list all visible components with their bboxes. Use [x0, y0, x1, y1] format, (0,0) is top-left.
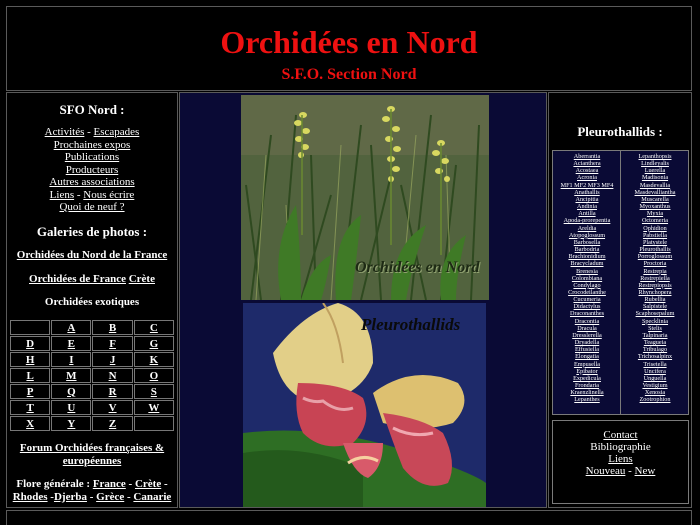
- genus-link[interactable]: Didactylus: [573, 303, 601, 311]
- separator: -: [74, 188, 84, 201]
- galeries-heading: Galeries de photos :: [36, 224, 148, 239]
- letter-link-g[interactable]: G: [149, 337, 159, 350]
- genus-link[interactable]: Barbodria: [574, 246, 600, 254]
- genus-link[interactable]: Bracycladum: [570, 260, 604, 268]
- genus-link[interactable]: Rhynchopera: [638, 288, 672, 296]
- genus-link[interactable]: Colombiana: [571, 274, 603, 282]
- site-subtitle: S.F.O. Section Nord: [281, 66, 417, 83]
- link-activites[interactable]: Activités: [44, 126, 85, 138]
- letter-link-z[interactable]: Z: [108, 417, 117, 430]
- letter-link-c[interactable]: C: [149, 321, 158, 334]
- genus-link[interactable]: MF1 MF2 MF3 MF4: [560, 181, 614, 189]
- letter-link-f[interactable]: F: [109, 337, 116, 350]
- letter-link-x[interactable]: X: [26, 417, 35, 430]
- letter-link-p[interactable]: P: [26, 385, 34, 398]
- genus-link[interactable]: Xenosia: [644, 389, 666, 397]
- genus-link[interactable]: Lepanthopsis: [638, 153, 672, 160]
- left-sidebar: [6, 92, 178, 508]
- link-orchidees-nord-france[interactable]: Orchidées du Nord de la France: [16, 249, 168, 261]
- genus-link[interactable]: Draconanthes: [569, 310, 605, 318]
- letter-cell: [134, 336, 174, 351]
- letter-link-i[interactable]: I: [69, 353, 74, 366]
- genus-link[interactable]: Epibator: [576, 367, 598, 375]
- genus-link[interactable]: Salpistele: [642, 303, 668, 311]
- genus-link[interactable]: Acronia: [577, 174, 597, 182]
- letter-link-j[interactable]: J: [109, 353, 116, 366]
- genus-link[interactable]: Masdevallia: [639, 181, 671, 189]
- letter-cell: [51, 368, 91, 383]
- footer-bar: [6, 510, 692, 525]
- genus-link[interactable]: Atopoglossum: [568, 231, 606, 239]
- letter-link-a[interactable]: A: [67, 321, 76, 334]
- link-liens-right[interactable]: Liens: [608, 453, 633, 465]
- letter-link-o[interactable]: O: [149, 369, 159, 382]
- genus-link[interactable]: Areldia: [577, 224, 597, 232]
- link-quoi-de-neuf[interactable]: Quoi de neuf ?: [59, 201, 125, 213]
- genus-link[interactable]: Dryadella: [574, 339, 600, 347]
- genus-link[interactable]: Pleurothallis: [639, 246, 671, 254]
- genus-link[interactable]: Effusiella: [575, 346, 599, 354]
- letter-link-s[interactable]: S: [150, 385, 157, 398]
- letter-row: [10, 416, 174, 431]
- genus-link[interactable]: Aberrantia: [573, 153, 601, 160]
- letter-cell: [10, 368, 50, 383]
- genus-index-table: [552, 150, 689, 415]
- letter-link-t[interactable]: T: [26, 401, 34, 414]
- letter-link-h[interactable]: H: [25, 353, 35, 366]
- link-forum-line2[interactable]: européennes: [62, 454, 122, 467]
- genus-link[interactable]: Lindleyalis: [641, 160, 669, 168]
- genus-column-2: [622, 153, 688, 403]
- flore-line1: Flore générale : France - Crète -: [16, 478, 168, 490]
- genus-link[interactable]: Trisetella: [643, 360, 667, 368]
- link-producteurs[interactable]: Producteurs: [65, 163, 119, 176]
- genus-link[interactable]: Acianthera: [573, 160, 601, 168]
- photo2-watermark: Pleurothallids: [361, 315, 461, 334]
- letter-row: [10, 368, 174, 383]
- letter-cell: [92, 352, 132, 367]
- letter-link-q[interactable]: Q: [67, 385, 76, 398]
- genus-link[interactable]: Restrepia: [643, 267, 667, 275]
- letter-cell: [51, 352, 91, 367]
- letter-cell: [51, 384, 91, 399]
- link-new[interactable]: New: [634, 465, 656, 477]
- liens-ecrire-line: [7, 189, 177, 201]
- link-flore-grece[interactable]: Grèce: [96, 490, 125, 503]
- letter-link-m[interactable]: M: [66, 369, 77, 382]
- link-flore-crete[interactable]: Crète: [134, 478, 162, 490]
- letter-link-r[interactable]: R: [108, 385, 117, 398]
- link-contact[interactable]: Contact: [603, 429, 638, 441]
- genus-column-divider: [620, 151, 621, 414]
- genus-link[interactable]: Brachionidium: [568, 253, 606, 261]
- genus-link[interactable]: Lepanthes: [574, 396, 600, 404]
- letter-row: [10, 352, 174, 367]
- link-prochaines-expos[interactable]: Prochaines expos: [53, 138, 131, 151]
- pleurothallid-flower-photo[interactable]: [243, 303, 486, 507]
- genus-column-1: [554, 153, 620, 403]
- link-nouveau[interactable]: Nouveau: [585, 465, 626, 477]
- genus-link[interactable]: Anathallis: [574, 188, 600, 196]
- letter-link-w[interactable]: W: [148, 401, 160, 414]
- letter-link-b[interactable]: B: [108, 321, 117, 334]
- link-flore-canarie[interactable]: Canarie: [133, 490, 172, 503]
- letter-link-l[interactable]: L: [26, 369, 34, 382]
- genus-link[interactable]: Dracontia: [574, 317, 600, 325]
- letter-cell: [92, 384, 132, 399]
- letter-cell: [92, 368, 132, 383]
- genus-link[interactable]: Specklinia: [641, 317, 669, 325]
- genus-link[interactable]: Expedicula: [573, 374, 601, 382]
- center-content: [179, 92, 547, 508]
- letter-index-table: [9, 319, 175, 432]
- orchidees-exotiques-label: Orchidées exotiques: [44, 296, 140, 308]
- letter-cell: [134, 320, 174, 335]
- genus-link[interactable]: Cucumeria: [573, 296, 601, 304]
- letter-cell: [134, 400, 174, 415]
- link-publications[interactable]: Publications: [64, 151, 120, 163]
- right-links-box: [552, 420, 689, 504]
- genus-link[interactable]: Talpinaria: [642, 331, 668, 339]
- letter-cell: [10, 352, 50, 367]
- link-liens[interactable]: Liens: [49, 188, 75, 201]
- letter-link-d[interactable]: D: [26, 337, 35, 350]
- letter-cell: [10, 416, 50, 431]
- genus-link[interactable]: Proctoria: [643, 260, 667, 268]
- genus-link[interactable]: Acostaea: [575, 167, 599, 175]
- genus-link[interactable]: Stelis: [648, 324, 662, 332]
- letter-cell: [134, 384, 174, 399]
- france-crete-line: [7, 273, 177, 286]
- genus-link[interactable]: Scaphosepalum: [635, 310, 675, 318]
- nouveau-new-line: Nouveau - New: [585, 465, 656, 477]
- genus-link[interactable]: Pabstiella: [642, 231, 668, 239]
- genus-link[interactable]: Empusella: [573, 360, 601, 368]
- empty-letter-cell: [10, 320, 50, 335]
- genus-link[interactable]: Restrepiopsis: [638, 281, 672, 289]
- genus-link[interactable]: Masdevalliantha: [634, 188, 676, 196]
- link-nous-ecrire[interactable]: Nous écrire: [83, 188, 135, 201]
- letter-cell: [92, 320, 132, 335]
- link-flore-rhodes[interactable]: Rhodes: [12, 490, 48, 503]
- genus-link[interactable]: Kraenzlinella: [570, 389, 604, 397]
- genus-link[interactable]: Ancipitia: [575, 195, 599, 203]
- genus-link[interactable]: Teagueia: [643, 339, 667, 347]
- genus-link[interactable]: Tribulago: [642, 346, 668, 354]
- genus-link[interactable]: Unguella: [643, 374, 667, 382]
- letter-cell: [51, 416, 91, 431]
- activites-escapades-line: [7, 126, 177, 138]
- genus-link[interactable]: Trichosalpinx: [637, 353, 673, 361]
- empty-letter-cell: [134, 416, 174, 431]
- genus-link[interactable]: Crocodeilanthe: [568, 288, 606, 296]
- link-orchidees-france[interactable]: Orchidées de France: [29, 273, 126, 285]
- flore-label: Flore générale: [16, 478, 84, 490]
- genus-link[interactable]: Muscarella: [641, 195, 669, 203]
- letter-cell: [92, 336, 132, 351]
- letter-row: [10, 336, 174, 351]
- genus-link[interactable]: Rubellia: [644, 296, 666, 304]
- genus-link[interactable]: Condylago: [573, 281, 601, 289]
- separator: -: [84, 126, 94, 138]
- bibliographie-label: Bibliographie: [590, 441, 651, 453]
- letter-link-e[interactable]: E: [67, 337, 76, 350]
- genus-link[interactable]: Porroglossum: [637, 253, 673, 261]
- letter-link-k[interactable]: K: [149, 353, 159, 366]
- letter-link-u[interactable]: U: [67, 401, 76, 414]
- link-forum-line1[interactable]: Forum Orchidées françaises &: [19, 442, 165, 454]
- genus-link[interactable]: Dresslerella: [572, 331, 602, 339]
- genus-link[interactable]: Dracula: [577, 324, 597, 332]
- header: [6, 6, 692, 91]
- genus-link[interactable]: Madisonia: [641, 174, 669, 182]
- letter-link-y[interactable]: Y: [67, 417, 76, 430]
- link-escapades[interactable]: Escapades: [93, 126, 140, 138]
- genus-link[interactable]: Myoxanthus: [639, 203, 671, 211]
- letter-row: [10, 320, 174, 335]
- link-flore-djerba[interactable]: Djerba: [53, 490, 87, 503]
- genus-link[interactable]: Vestigium: [642, 382, 668, 389]
- genus-link[interactable]: Frondaria: [574, 382, 600, 389]
- genus-link[interactable]: Ophidion: [643, 224, 667, 232]
- letter-row: [10, 384, 174, 399]
- genus-link[interactable]: Restrepiella: [640, 274, 670, 282]
- link-flore-france[interactable]: France: [92, 478, 126, 490]
- right-sidebar: [548, 92, 692, 508]
- letter-cell: [10, 400, 50, 415]
- orchid-field-photo[interactable]: [241, 95, 489, 300]
- genus-link[interactable]: Zootrophion: [639, 396, 671, 404]
- genus-link[interactable]: Elongatia: [575, 353, 599, 361]
- letter-row: [10, 400, 174, 415]
- flore-line2: Rhodes -Djerba - Grèce - Canarie: [12, 490, 172, 503]
- genus-link[interactable]: Myxia: [646, 210, 664, 218]
- site-title: Orchidées en Nord: [220, 24, 478, 60]
- letter-cell: [134, 352, 174, 367]
- genus-link[interactable]: Barbosella: [573, 238, 601, 246]
- genus-link[interactable]: Octomeria: [641, 217, 669, 225]
- letter-cell: [92, 416, 132, 431]
- genus-link[interactable]: Antilla: [578, 210, 596, 218]
- letter-cell: [92, 400, 132, 415]
- genus-link[interactable]: Luerella: [644, 167, 666, 175]
- pleurothallids-heading: Pleurothallids :: [577, 124, 663, 139]
- letter-cell: [134, 368, 174, 383]
- link-autres-associations[interactable]: Autres associations: [49, 176, 135, 188]
- genus-link[interactable]: Apoda-prorepentia: [563, 217, 611, 225]
- link-crete[interactable]: Crète: [128, 273, 155, 285]
- genus-link[interactable]: Brenesia: [576, 267, 598, 275]
- photo1-watermark: Orchidées en Nord: [355, 259, 480, 276]
- genus-link[interactable]: Uncifera: [644, 367, 666, 375]
- letter-cell: [10, 336, 50, 351]
- genus-link[interactable]: Platystele: [642, 238, 668, 246]
- letter-cell: [51, 336, 91, 351]
- letter-link-v[interactable]: V: [108, 401, 117, 414]
- letter-cell: [51, 320, 91, 335]
- sfo-nord-heading: SFO Nord :: [59, 102, 125, 117]
- letter-cell: [10, 384, 50, 399]
- genus-link[interactable]: Andinia: [577, 203, 597, 211]
- letter-cell: [51, 400, 91, 415]
- letter-link-n[interactable]: N: [108, 369, 117, 382]
